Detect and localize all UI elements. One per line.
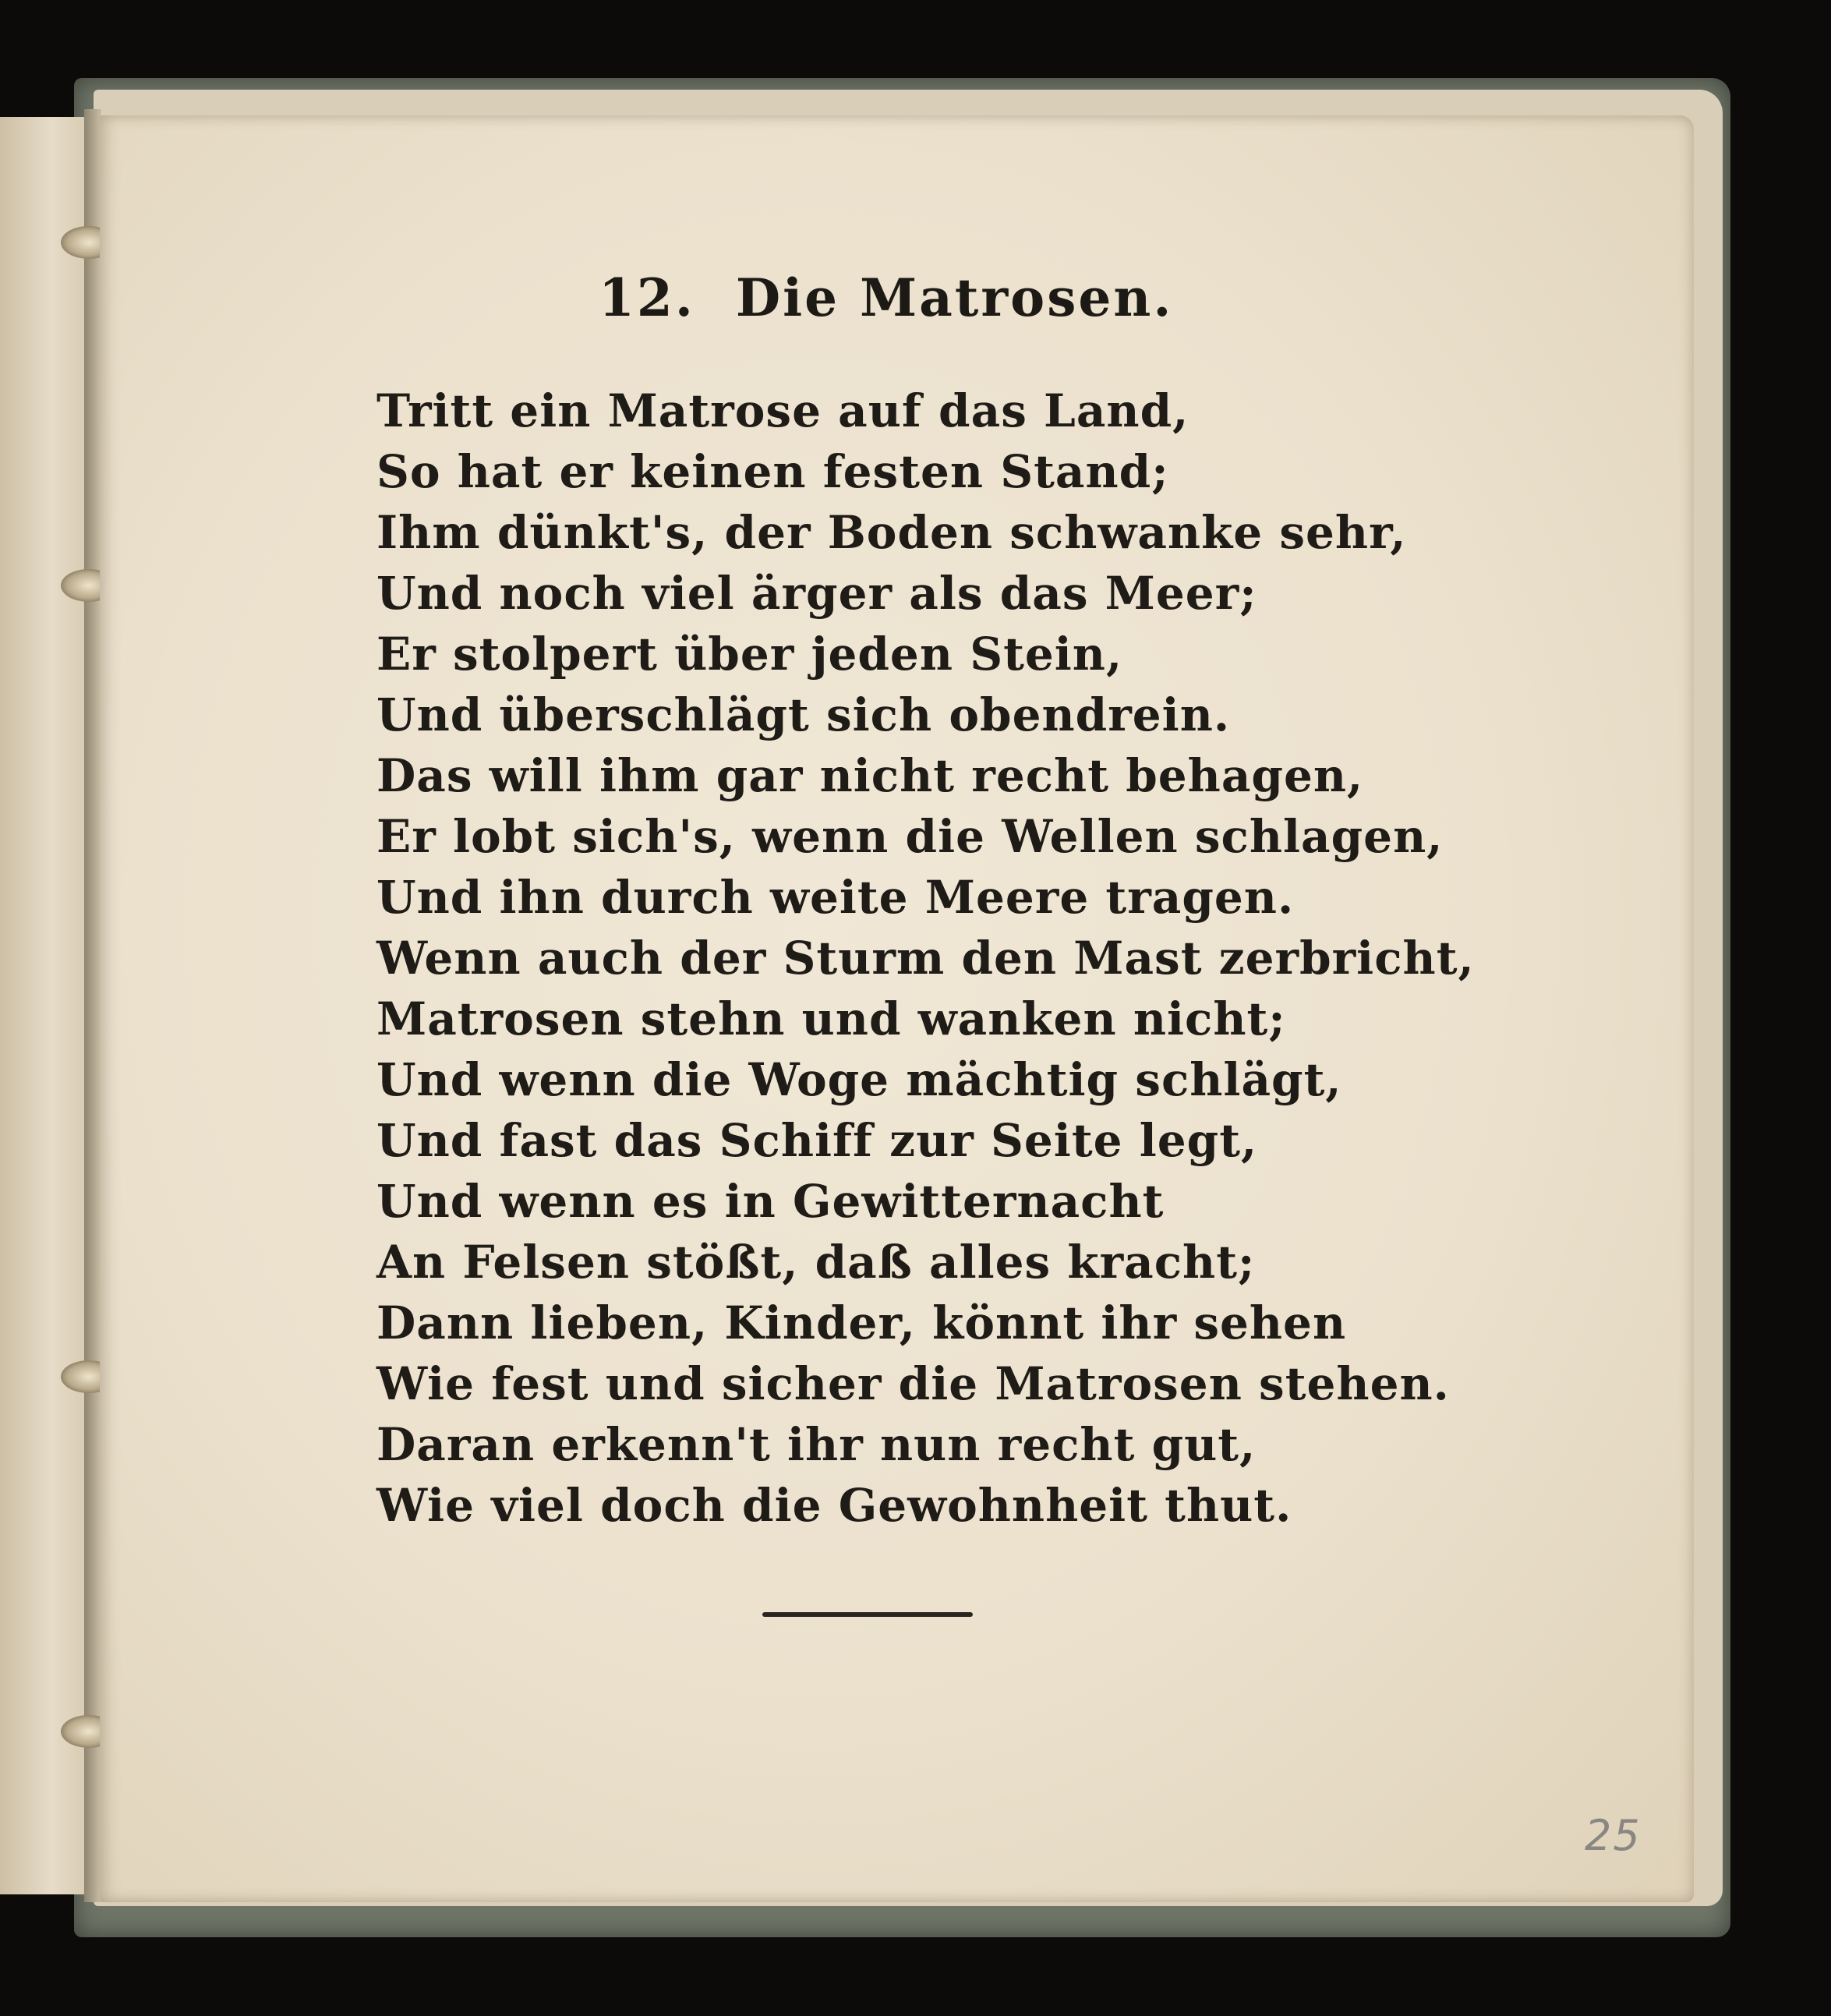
poem-title-text: Die Matrosen. [735,267,1174,328]
poem-number: 12. [599,267,695,328]
poem-line: Und noch viel ärger als das Meer; [376,567,1257,620]
poem-line: Und ihn durch weite Meere tragen. [376,871,1295,924]
poem-line: Und überschlägt sich obendrein. [376,688,1231,741]
end-rule [762,1612,973,1617]
poem-line: Er lobt sich's, wenn die Wellen schlagen, [376,810,1444,863]
facing-page [0,117,94,1894]
book-page [100,115,1694,1902]
poem-line: Und wenn die Woge mächtig schlägt, [376,1053,1342,1106]
poem-line: An Felsen stößt, daß alles kracht; [376,1236,1256,1289]
poem-title [599,267,1300,328]
poem-line: Dann lieben, Kinder, könnt ihr sehen [376,1296,1347,1349]
spine-gutter [84,109,101,1902]
poem-line: Das will ihm gar nicht recht behagen, [376,749,1364,802]
poem-line: Wie fest und sicher die Matrosen stehen. [376,1357,1450,1410]
poem-line: Ihm dünkt's, der Boden schwanke sehr, [376,506,1407,559]
poem-line: So hat er keinen festen Stand; [376,445,1169,498]
poem-line: Er stolpert über jeden Stein, [376,628,1123,681]
poem-line: Wenn auch der Sturm den Mast zerbricht, [376,932,1475,985]
poem-body [376,380,1546,1536]
poem-line: Und fast das Schiff zur Seite legt, [376,1114,1258,1167]
poem-line: Und wenn es in Gewitternacht [376,1175,1165,1228]
poem-line: Tritt ein Matrose auf das Land, [376,384,1189,437]
page-number: 25 [1585,1811,1642,1860]
poem-line: Matrosen stehn und wanken nicht; [376,992,1286,1045]
poem-line: Wie viel doch die Gewohnheit thut. [376,1479,1292,1532]
poem-line: Daran erkenn't ihr nun recht gut, [376,1418,1257,1471]
